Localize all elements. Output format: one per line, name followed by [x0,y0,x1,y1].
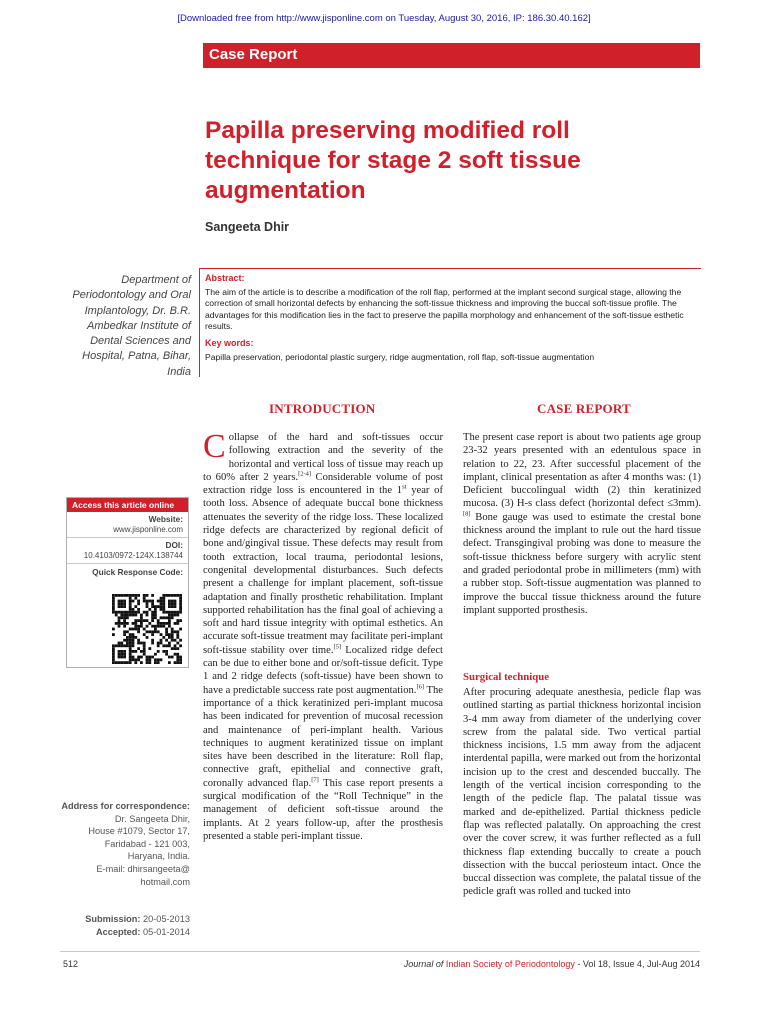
journal-name: Indian Society of Periodontology [445,959,575,969]
journal-prefix: Journal of [403,959,446,969]
footer-divider [60,951,700,952]
submission-value: 20-05-2013 [143,914,190,924]
doi-label: DOI: [165,540,183,550]
page-number: 512 [63,959,79,969]
article-title: Papilla preserving modified roll technique for stage 2 soft tissue augmentation [205,117,581,204]
accepted-date [60,926,190,939]
download-banner: [Downloaded free from http://www.jisponline.com on Tuesday, August 30, 2016, IP: 186.30.40.162] [177,13,591,24]
abstract-heading: Abstract: [205,273,245,283]
correspondence-line: House #1079, Sector 17, [88,826,190,837]
superscript: st [402,483,407,491]
correspondence-line: E-mail: dhirsangeeta@ [96,863,190,874]
intro-text-part: Considerable volume of post extraction ridge loss is encountered in the 1 [203,471,443,497]
surgical-technique-text: After procuring adequate anesthesia, pedicle flap was outlined starting as partial thickness horizontal incision 3-4 mm away from diameter of the underlying cover screw from the palatal side. Two vertical partial thickness incisions, 1.5 mm away from the adjacent interdental papilla, were marked out from the horizontal incision up to the crest and descended buccally. The length of the vertical incision corresponding to the length of the pedicle flap. The palatal tissue was marked and de-epithelized. Partial thickness pedicle flap was reflected palatally. On approaching the crest over the cover screw, it was further reflected as a full thickness flap extending buccally to create a pouch dissection with the buccal periosteum intact. Once the buccal dissection was complete, the palatal tissue of the pedicle graft was rolled and tucked into [463,687,701,898]
accepted-value: 05-01-2014 [143,926,190,937]
case-report-text [463,431,701,617]
accepted-label: Accepted: [96,926,141,937]
citation: [5] [333,643,342,651]
correspondence-line: hotmail.com [140,876,190,887]
introduction-heading: INTRODUCTION [269,401,376,416]
intro-text-part: This case report presents a surgical modification of the “Roll Technique” in the management of deficient soft-tissue around the implants. At 2 years follow-up, after the prosthesis presented a stable peri-implant tissue. [203,777,444,842]
introduction-text [203,428,444,843]
website-label: Website: [148,514,183,524]
website-link[interactable]: www.jisponline.com [113,525,183,534]
case-report-heading: CASE REPORT [537,401,631,416]
access-article-box [66,497,189,668]
keywords-text: Papilla preservation, periodontal plastic surgery, ridge augmentation, roll flap, soft-tissue augmentation [205,352,595,363]
citation: [7] [311,776,319,784]
affiliation: Department of Periodontology and Oral Implantology, Dr. B.R. Ambedkar Institute of Dental Sciences and Hospital, Patna, Bihar, India [72,274,191,378]
correspondence-line: Dr. Sangeeta Dhir, [114,813,190,824]
qr-code [112,594,182,664]
qr-code-graphic [112,594,182,664]
intro-text-part: The importance of a thick keratinized peri-implant mucosa has been indicated for prevention of mucosal recession and maintenance of peri-implant health. Various techniques to augment keratinized tissue on implant sites have been described in the literature: Roll flap, connective graft, epithelial and connective graft, coronally advanced flap. [203,684,443,789]
intro-text-part: year of tooth loss. Absence of adequate buccal bone thickness attenuates the severity of the ridge loss. These localized ridge defects are characterized by regional deficit of bone and/gingival tissue. These defects may result from tooth extraction, local trauma, periodontal lesions, congenital developmental disturbances. Such defects present a challenge for implant placement, soft-tissue adaptation and finally prosthetic rehabilitation. Implant supported rehabilitation has the final goal of achieving a soft and hard tissue integrity with optimal esthetics. An accurate soft-tissue treatment may facilitate peri-implant soft-tissue stability over time. [203,485,443,656]
case-text-part: Bone gauge was used to estimate the crestal bone thickness around the implant to rule out the hard tissue defect. Transgingival probing was done to measure the soft-tissue thickness before surgery with acrylic stent and graded periodontal probe in millimeters (mm) with a rubber stop. Soft-tissue augmentation was planned to improve the buccal tissue thickness around the future implant supported prosthesis. [463,511,701,616]
dates-block [60,913,190,938]
correspondence-line: Faridabad - 121 003, [104,838,190,849]
keywords-heading: Key words: [205,338,254,349]
abstract-box [199,268,701,377]
doi-row [67,538,188,564]
submission-date [60,913,190,926]
access-heading: Access this article online [67,498,188,512]
website-row [67,512,188,538]
journal-issue: - Vol 18, Issue 4, Jul-Aug 2014 [574,959,700,969]
correspondence-line: Haryana, India. [127,851,190,862]
citation: [8] [463,510,471,518]
intro-text-part: Localized ridge defect can be due to either bone and or/soft-tissue deficit. Type 1 and 2 ridge defects (soft-tissue) have been shown to have a predictable success rate post augmentation. [203,644,443,696]
correspondence-block [60,800,190,888]
doi-value: 10.4103/0972-124X.138744 [83,551,183,560]
correspondence-heading: Address for correspondence: [61,801,190,811]
author-name: Sangeeta Dhir [205,220,290,234]
surgical-technique-heading: Surgical technique [463,671,550,683]
qr-label: Quick Response Code: [92,567,183,577]
abstract-text: The aim of the article is to describe a modification of the roll flap, performed at the implant second surgical stage, allowing the correction of small horizontal defects by enhancing the soft-tissue thickness and improving the buccal soft-tissue profile. The advantages for this modification lies in the fact to preserve the papilla morphology and enhancement of the soft-tissue esthetic results. [205,287,684,331]
citation: [6] [416,683,425,691]
dropcap: C [203,428,226,465]
case-text-part: The present case report is about two patients age group 23-32 years presented with an edentulous space in relation to 22, 23. After successful placement of the implant, clinical presentation as after 4 months was: (1) Deficient buccolingual width (2) thin keratinized mucosa. (3) H-s class defect (horizontal defect ≤3mm). [463,432,701,510]
journal-reference [404,959,700,969]
submission-label: Submission: [85,914,141,924]
section-label: Case Report [203,43,700,68]
citation: [2-4] [298,470,312,478]
intro-text-part: ollapse of the hard and soft-tissues occur following extraction and the severity of the horizontal and vertical loss of tissue may reach up to 60% after 2 years. [203,432,443,483]
